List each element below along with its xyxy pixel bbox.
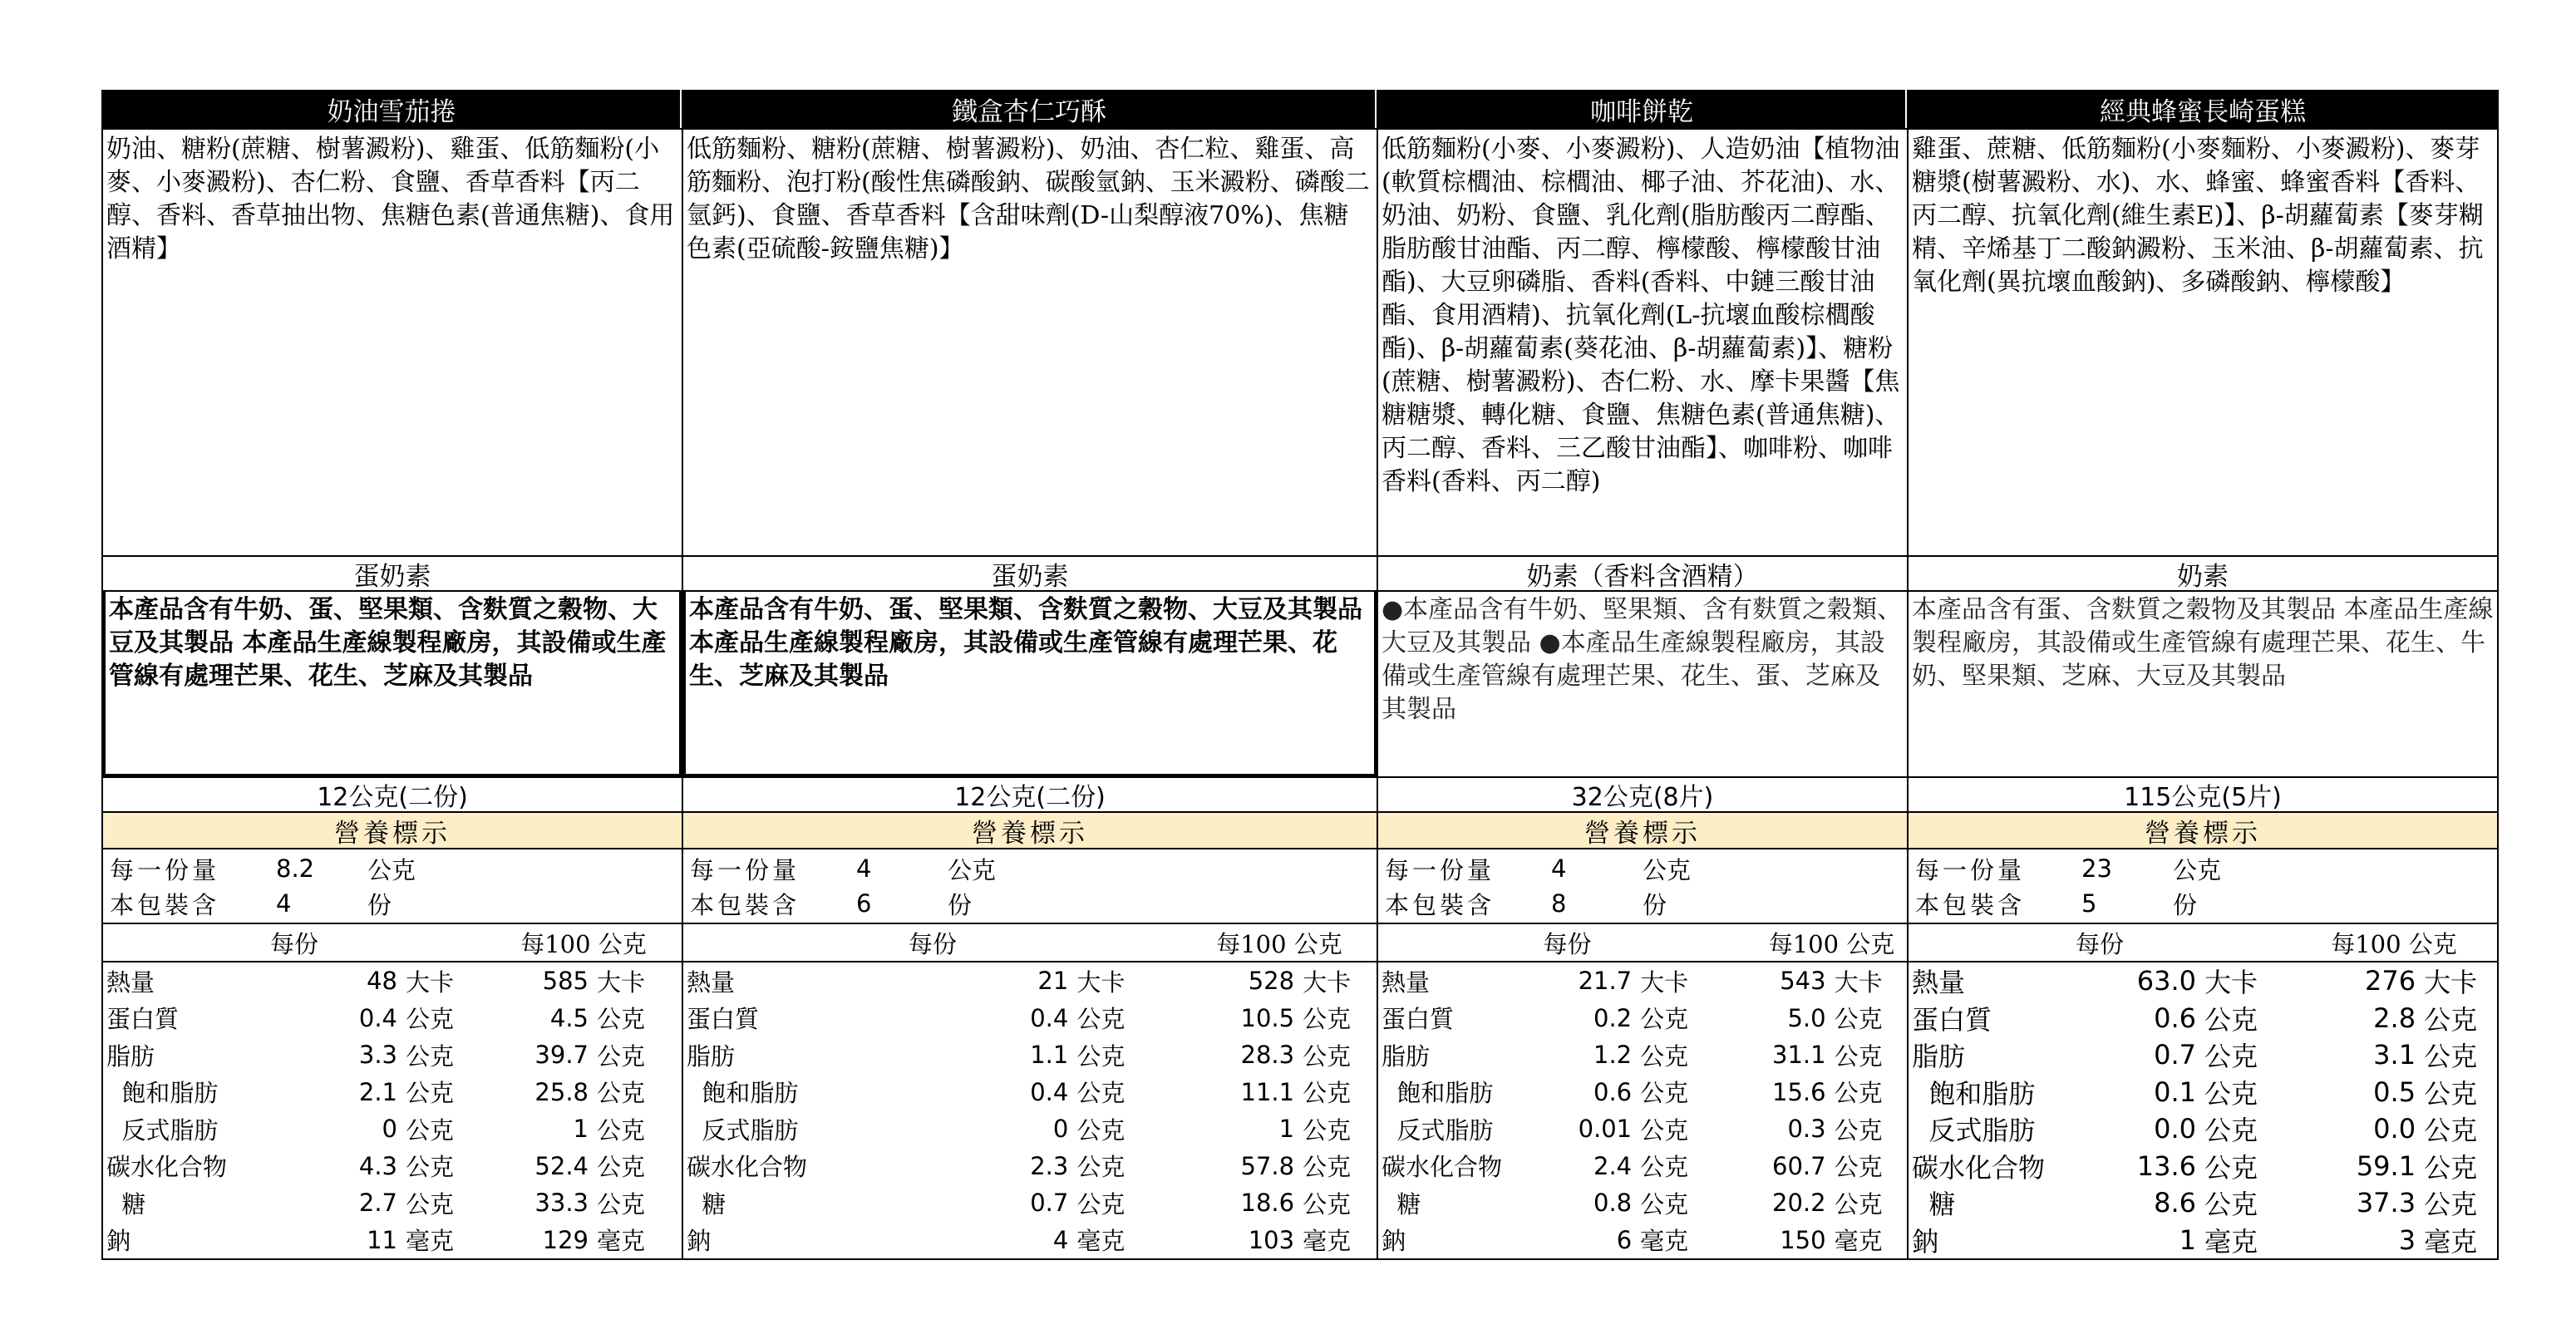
per-serving-unit: 大卡: [1076, 967, 1125, 997]
pack-label: 本包裝含: [110, 890, 220, 919]
per-serving-value: 0.0: [2154, 1113, 2196, 1145]
per-100g-unit: 公克: [1303, 1115, 1352, 1145]
per-100g-unit: 公克: [1834, 1005, 1883, 1034]
diet-type: 奶素: [1909, 555, 2497, 592]
ingredients-text: 低筋麵粉(小麥、小麥澱粉)、人造奶油【植物油(軟質棕櫚油、棕櫚油、椰子油、芥花油)、水、奶油、奶粉、食鹽、乳化劑(脂肪酸丙二醇酯、脂肪酸甘油酯、丙二醇、檸檬酸、檸檬酸甘油酯)、大豆卵磷脂、香料(香料、中鏈三酸甘油酯、食用酒精)、抗氧化劑(L-抗壞血酸棕櫚酸酯)、β-胡蘿蔔素(葵花油、β-胡蘿蔔素)】、糖粉(蔗糖、樹薯澱粉)、杏仁粉、水、摩卡果醬【焦糖糖漿、轉化糖、食鹽、焦糖色素(普通焦糖)、丙二醇、香料、三乙酸甘油酯】、咖啡粉、咖啡香料(香料、丙二醇): [1378, 128, 1907, 555]
per-serving-unit: 毫克: [2204, 1225, 2258, 1258]
allergen-text: 本產品含有蛋、含麩質之穀物及其製品 本產品生產線製程廠房，其設備或生產管線有處理芒果、花生、牛奶、堅果類、芝麻、大豆及其製品: [1912, 595, 2494, 691]
per-100g-value: 528: [1248, 967, 1295, 996]
per-100g-value: 15.6: [1772, 1077, 1826, 1106]
per-serving-value: 21: [1037, 967, 1069, 996]
nutrition-row: [106, 1074, 682, 1111]
serving-unit: 公克: [948, 855, 997, 884]
nutrition-row: [687, 962, 1377, 1000]
per-serving-unit: 公克: [1076, 1189, 1125, 1218]
per-serving-unit: 公克: [406, 1115, 455, 1145]
pack-unit: 份: [1643, 890, 1667, 919]
per-100g-value: 103: [1248, 1225, 1295, 1254]
per-100g-unit: 毫克: [2424, 1225, 2478, 1258]
serving-value: 4: [856, 854, 872, 883]
per-serving-unit: 公克: [2204, 1003, 2258, 1036]
per-serving-unit: 公克: [1640, 1041, 1689, 1071]
per-100g-value: 52.4: [534, 1151, 589, 1180]
per-serving-value: 0.1: [2154, 1076, 2196, 1108]
nutrient-name: 飽和脂肪: [106, 1079, 219, 1108]
allergen-text: 本產品含有牛奶、蛋、堅果類、含麩質之穀物、大豆及其製品 本產品生產線製程廠房，其設備或生產管線有處理芒果、花生、芝麻及其製品: [103, 592, 682, 776]
per-serving-value: 0: [382, 1115, 397, 1144]
product-column-3: [1377, 90, 1907, 1260]
serving-value: 8.2: [276, 854, 315, 883]
pack-label: 本包裝含: [690, 890, 800, 919]
per-serving-unit: 公克: [2204, 1077, 2258, 1110]
nutrient-name: 飽和脂肪: [687, 1079, 799, 1108]
product-name: 經典蜂蜜長崎蛋糕: [1909, 90, 2497, 128]
diet-type: 奶素（香料含酒精）: [1378, 555, 1907, 592]
per-serving-value: 0.4: [1030, 1003, 1069, 1032]
nutrient-name: 碳水化合物: [1912, 1151, 2046, 1184]
serving-info: [1378, 849, 1907, 924]
per-serving-header: 每份: [1543, 929, 1592, 958]
nutrition-row: [1382, 1148, 1907, 1185]
per-serving-unit: 公克: [406, 1079, 455, 1108]
per-serving-unit: 公克: [1640, 1189, 1689, 1218]
per-100g-unit: 公克: [597, 1115, 646, 1145]
nutrient-name: 碳水化合物: [687, 1153, 808, 1182]
nutrition-row: [106, 962, 682, 1000]
per-serving-value: 2.4: [1593, 1151, 1633, 1180]
per-100g-unit: 公克: [1834, 1079, 1883, 1108]
nutrition-row: [1912, 1222, 2497, 1259]
per-100g-unit: 公克: [1303, 1153, 1352, 1182]
per-serving-unit: 毫克: [1076, 1227, 1125, 1256]
per-100g-unit: 大卡: [2424, 967, 2478, 999]
nutrition-row: [106, 1110, 682, 1148]
nutrient-name: 熱量: [1912, 967, 1966, 999]
per-serving-unit: 毫克: [1640, 1227, 1689, 1256]
per-serving-unit: 毫克: [406, 1227, 455, 1256]
nutrient-name: 蛋白質: [1912, 1003, 1992, 1036]
per-serving-value: 6: [1616, 1225, 1633, 1254]
per-serving-unit: 公克: [2204, 1151, 2258, 1184]
per-100g-header: 每100 公克: [1216, 929, 1342, 958]
per-100g-value: 1: [573, 1115, 589, 1144]
net-weight: 115公克(5片): [1909, 776, 2497, 813]
ingredients-text: 奶油、糖粉(蔗糖、樹薯澱粉)、雞蛋、低筋麵粉(小麥、小麥澱粉)、杏仁粉、食鹽、香草香料【丙二醇、香料、香草抽出物、焦糖色素(普通焦糖)、食用酒精】: [103, 128, 682, 555]
per-serving-unit: 公克: [406, 1153, 455, 1182]
per-serving-value: 1.1: [1030, 1041, 1069, 1070]
per-serving-value: 2.1: [358, 1077, 397, 1106]
nutrient-name: 熱量: [106, 967, 155, 997]
nutrient-name: 反式脂肪: [1912, 1115, 2036, 1147]
nutrition-row: [687, 1000, 1377, 1037]
pack-unit: 份: [367, 890, 392, 919]
nutrient-name: 碳水化合物: [1382, 1153, 1503, 1182]
nutrition-row: [687, 1184, 1377, 1222]
per-serving-value: 48: [367, 967, 397, 996]
per-serving-header: 每份: [269, 929, 318, 958]
nutrient-name: 糖: [1912, 1189, 1956, 1221]
allergen-text: ●本產品含有牛奶、堅果類、含有麩質之穀類、大豆及其製品 ●本產品生產線製程廠房，其設備或生產管線有處理芒果、花生、蛋、芝麻及其製品: [1382, 595, 1903, 724]
per-100g-unit: 公克: [1303, 1079, 1352, 1108]
per-serving-unit: 公克: [406, 1005, 455, 1034]
nutrient-name: 鈉: [106, 1227, 131, 1256]
per-100g-value: 5.0: [1787, 1003, 1826, 1032]
nutrient-name: 脂肪: [1912, 1041, 1966, 1073]
nutrient-name: 脂肪: [106, 1041, 155, 1071]
nutrient-name: 反式脂肪: [1382, 1115, 1494, 1145]
per-100g-unit: 大卡: [1834, 967, 1883, 997]
nutrition-rows: [103, 962, 682, 1260]
serving-value: 4: [1551, 854, 1567, 883]
per-serving-value: 0.4: [1030, 1077, 1069, 1106]
nutrient-name: 脂肪: [1382, 1041, 1431, 1071]
per-serving-unit: 公克: [1640, 1153, 1689, 1182]
nutrient-name: 糖: [106, 1189, 146, 1218]
per-serving-value: 0.6: [1593, 1077, 1633, 1106]
nutrient-name: 碳水化合物: [106, 1153, 228, 1182]
pack-unit: 份: [2173, 890, 2198, 919]
per-serving-value: 0.7: [1030, 1189, 1069, 1218]
nutrition-title: 營養標示: [103, 813, 682, 849]
nutrient-name: 蛋白質: [106, 1005, 180, 1034]
nutrition-row: [1382, 1036, 1907, 1074]
per-serving-value: 0.01: [1578, 1115, 1633, 1144]
diet-type: 蛋奶素: [683, 555, 1377, 592]
per-serving-value: 4: [1052, 1225, 1069, 1254]
nutrition-row: [1912, 1148, 2497, 1185]
per-100g-unit: 公克: [1303, 1041, 1352, 1071]
nutrient-name: 飽和脂肪: [1912, 1077, 2036, 1110]
per-serving-value: 3.3: [358, 1041, 397, 1070]
nutrition-title: 營養標示: [1378, 813, 1907, 849]
product-name: 咖啡餅乾: [1378, 90, 1907, 128]
per-100g-unit: 大卡: [597, 967, 646, 997]
nutrition-row: [687, 1222, 1377, 1259]
per-100g-unit: 公克: [1303, 1189, 1352, 1218]
per-serving-unit: 公克: [2204, 1189, 2258, 1221]
per-100g-value: 0.0: [2373, 1113, 2416, 1145]
nutrition-row: [1382, 1000, 1907, 1037]
product-column-2: [682, 90, 1377, 1260]
per-serving-value: 1: [2179, 1223, 2196, 1256]
nutrient-name: 飽和脂肪: [1382, 1079, 1494, 1108]
serving-unit: 公克: [1643, 855, 1692, 884]
per-serving-unit: 公克: [1076, 1041, 1125, 1071]
pack-value: 6: [856, 889, 872, 918]
per-serving-unit: 公克: [2204, 1115, 2258, 1147]
serving-info: [683, 849, 1377, 924]
per-100g-unit: 毫克: [597, 1227, 646, 1256]
product-name: 奶油雪茄捲: [103, 90, 682, 128]
per-100g-unit: 公克: [597, 1041, 646, 1071]
per-serving-unit: 公克: [1076, 1005, 1125, 1034]
nutrient-name: 鈉: [1382, 1227, 1406, 1256]
per-100g-unit: 公克: [2424, 1003, 2478, 1036]
nutrition-row: [1912, 1110, 2497, 1148]
nutrient-name: 鈉: [1912, 1225, 1939, 1258]
per-100g-header: 每100 公克: [1768, 929, 1895, 958]
per-serving-value: 63.0: [2136, 965, 2196, 997]
nutrition-row: [1912, 1036, 2497, 1074]
per-100g-unit: 公克: [2424, 1189, 2478, 1221]
per-serving-value: 0.6: [2154, 1002, 2196, 1034]
per-100g-value: 10.5: [1240, 1003, 1295, 1032]
nutrient-name: 反式脂肪: [106, 1115, 219, 1145]
nutrition-title: 營養標示: [1909, 813, 2497, 849]
per-serving-unit: 公克: [1640, 1079, 1689, 1108]
diet-type: 蛋奶素: [103, 555, 682, 592]
nutrient-name: 糖: [1382, 1189, 1421, 1218]
nutrition-row: [1382, 1222, 1907, 1259]
nutrient-name: 脂肪: [687, 1041, 736, 1071]
per-100g-unit: 公克: [2424, 1115, 2478, 1147]
nutrient-name: 熱量: [687, 967, 736, 997]
pack-value: 5: [2081, 889, 2097, 918]
per-100g-value: 543: [1780, 967, 1826, 996]
nutrition-row: [1912, 962, 2497, 1000]
per-100g-unit: 公克: [2424, 1077, 2478, 1110]
nutrition-column-header: [1909, 924, 2497, 962]
per-serving-value: 0.4: [358, 1003, 397, 1032]
nutrition-row: [687, 1074, 1377, 1111]
per-100g-header: 每100 公克: [520, 929, 647, 958]
serving-label: 每一份量: [690, 855, 800, 884]
per-100g-unit: 公克: [2424, 1041, 2478, 1073]
product-name: 鐵盒杏仁巧酥: [683, 90, 1377, 128]
per-100g-unit: 公克: [2424, 1151, 2478, 1184]
per-100g-value: 1: [1278, 1115, 1295, 1144]
nutrient-name: 蛋白質: [687, 1005, 760, 1034]
nutrition-row: [1382, 1110, 1907, 1148]
per-serving-value: 2.3: [1030, 1151, 1069, 1180]
serving-label: 每一份量: [1385, 855, 1495, 884]
pack-value: 4: [276, 889, 292, 918]
nutrition-row: [1912, 1184, 2497, 1222]
nutrition-rows: [1378, 962, 1907, 1260]
per-serving-unit: 大卡: [1640, 967, 1689, 997]
per-serving-unit: 公克: [1076, 1153, 1125, 1182]
per-serving-unit: 公克: [2204, 1041, 2258, 1073]
per-serving-value: 0.2: [1593, 1003, 1633, 1032]
nutrition-row: [687, 1036, 1377, 1074]
per-100g-unit: 公克: [597, 1153, 646, 1182]
per-serving-unit: 公克: [1640, 1115, 1689, 1145]
nutrient-name: 蛋白質: [1382, 1005, 1455, 1034]
nutrition-row: [1382, 962, 1907, 1000]
per-serving-value: 4.3: [358, 1151, 397, 1180]
per-100g-header: 每100 公克: [2331, 929, 2457, 958]
per-100g-value: 25.8: [534, 1077, 589, 1106]
per-100g-value: 60.7: [1772, 1151, 1826, 1180]
per-100g-unit: 公克: [1834, 1189, 1883, 1218]
per-serving-value: 8.6: [2154, 1187, 2196, 1219]
per-serving-unit: 公克: [1076, 1115, 1125, 1145]
per-100g-value: 0.5: [2373, 1076, 2416, 1108]
serving-label: 每一份量: [1915, 855, 2026, 884]
per-100g-unit: 公克: [1834, 1115, 1883, 1145]
per-serving-value: 21.7: [1578, 967, 1633, 996]
per-serving-value: 13.6: [2136, 1150, 2196, 1182]
nutrition-row: [106, 1222, 682, 1259]
nutrition-row: [106, 1148, 682, 1185]
per-serving-value: 0: [1052, 1115, 1069, 1144]
per-100g-value: 37.3: [2356, 1187, 2416, 1219]
per-100g-value: 129: [542, 1225, 589, 1254]
allergen-text: 本產品含有牛奶、蛋、堅果類、含麩質之穀物、大豆及其製品 本產品生產線製程廠房，其設備或生產管線有處理芒果、花生、芝麻及其製品: [683, 592, 1377, 776]
per-serving-value: 11: [367, 1225, 397, 1254]
nutrition-row: [1912, 1074, 2497, 1111]
serving-unit: 公克: [2173, 855, 2222, 884]
per-100g-value: 28.3: [1240, 1041, 1295, 1070]
per-serving-header: 每份: [908, 929, 957, 958]
serving-value: 23: [2081, 854, 2112, 883]
per-100g-unit: 大卡: [1303, 967, 1352, 997]
per-100g-unit: 毫克: [1303, 1227, 1352, 1256]
per-100g-value: 39.7: [534, 1041, 589, 1070]
per-serving-unit: 公克: [1076, 1079, 1125, 1108]
per-serving-value: 2.7: [358, 1189, 397, 1218]
nutrient-name: 鈉: [687, 1227, 712, 1256]
pack-unit: 份: [948, 890, 973, 919]
per-100g-unit: 公克: [1834, 1041, 1883, 1071]
serving-info: [1909, 849, 2497, 924]
nutrition-column-header: [683, 924, 1377, 962]
nutrient-name: 反式脂肪: [687, 1115, 799, 1145]
nutrition-row: [687, 1148, 1377, 1185]
per-100g-value: 585: [542, 967, 589, 996]
per-serving-unit: 公克: [406, 1189, 455, 1218]
per-100g-value: 57.8: [1240, 1151, 1295, 1180]
nutrition-row: [106, 1036, 682, 1074]
per-serving-value: 1.2: [1593, 1041, 1633, 1070]
per-100g-value: 33.3: [534, 1189, 589, 1218]
nutrition-row: [1382, 1184, 1907, 1222]
per-100g-value: 2.8: [2373, 1002, 2416, 1034]
serving-unit: 公克: [367, 855, 416, 884]
nutrition-title: 營養標示: [683, 813, 1377, 849]
per-100g-unit: 公克: [597, 1079, 646, 1108]
per-100g-unit: 公克: [1303, 1005, 1352, 1034]
per-100g-unit: 公克: [597, 1005, 646, 1034]
nutrition-column-header: [103, 924, 682, 962]
ingredients-text: 雞蛋、蔗糖、低筋麵粉(小麥麵粉、小麥澱粉)、麥芽糖漿(樹薯澱粉、水)、水、蜂蜜、蜂蜜香料【香料、丙二醇、抗氧化劑(維生素E)】、β-胡蘿蔔素【麥芽糊精、辛烯基丁二酸鈉澱粉、玉米油、β-胡蘿蔔素、抗氧化劑(異抗壞血酸鈉)、多磷酸鈉、檸檬酸】: [1909, 128, 2497, 555]
nutrition-row: [106, 1000, 682, 1037]
per-100g-value: 20.2: [1772, 1189, 1826, 1218]
nutrient-name: 糖: [687, 1189, 727, 1218]
per-serving-unit: 大卡: [406, 967, 455, 997]
serving-info: [103, 849, 682, 924]
per-100g-value: 4.5: [549, 1003, 589, 1032]
per-serving-unit: 大卡: [2204, 967, 2258, 999]
per-serving-unit: 公克: [406, 1041, 455, 1071]
nutrition-row: [687, 1110, 1377, 1148]
per-100g-value: 276: [2364, 965, 2416, 997]
pack-value: 8: [1551, 889, 1567, 918]
per-100g-value: 59.1: [2356, 1150, 2416, 1182]
product-column-1: [101, 90, 682, 1260]
nutrition-row: [1382, 1074, 1907, 1111]
serving-label: 每一份量: [110, 855, 220, 884]
nutrition-column-header: [1378, 924, 1907, 962]
per-serving-header: 每份: [2075, 929, 2124, 958]
per-serving-value: 0.7: [2154, 1039, 2196, 1071]
net-weight: 12公克(二份): [103, 776, 682, 813]
net-weight: 12公克(二份): [683, 776, 1377, 813]
nutrition-rows: [1909, 962, 2497, 1260]
per-100g-value: 31.1: [1772, 1041, 1826, 1070]
per-100g-value: 150: [1780, 1225, 1826, 1254]
per-100g-value: 18.6: [1240, 1189, 1295, 1218]
per-100g-value: 3.1: [2373, 1039, 2416, 1071]
net-weight: 32公克(8片): [1378, 776, 1907, 813]
per-100g-value: 0.3: [1787, 1115, 1826, 1144]
per-100g-unit: 公克: [597, 1189, 646, 1218]
product-label-sheet: [101, 90, 2499, 1260]
per-100g-unit: 公克: [1834, 1153, 1883, 1182]
nutrition-rows: [683, 962, 1377, 1260]
per-serving-value: 0.8: [1593, 1189, 1633, 1218]
per-100g-unit: 毫克: [1834, 1227, 1883, 1256]
pack-label: 本包裝含: [1915, 890, 2026, 919]
ingredients-text: 低筋麵粉、糖粉(蔗糖、樹薯澱粉)、奶油、杏仁粒、雞蛋、高筋麵粉、泡打粉(酸性焦磷酸鈉、碳酸氫鈉、玉米澱粉、磷酸二氫鈣)、食鹽、香草香料【含甜味劑(D-山梨醇液70%)、焦糖色素(亞硫酸-銨鹽焦糖)】: [683, 128, 1377, 555]
nutrition-row: [106, 1184, 682, 1222]
product-column-4: [1907, 90, 2499, 1260]
nutrition-row: [1912, 1000, 2497, 1037]
per-serving-unit: 公克: [1640, 1005, 1689, 1034]
per-100g-value: 3: [2398, 1223, 2416, 1256]
pack-label: 本包裝含: [1385, 890, 1495, 919]
nutrient-name: 熱量: [1382, 967, 1431, 997]
per-100g-value: 11.1: [1240, 1077, 1295, 1106]
